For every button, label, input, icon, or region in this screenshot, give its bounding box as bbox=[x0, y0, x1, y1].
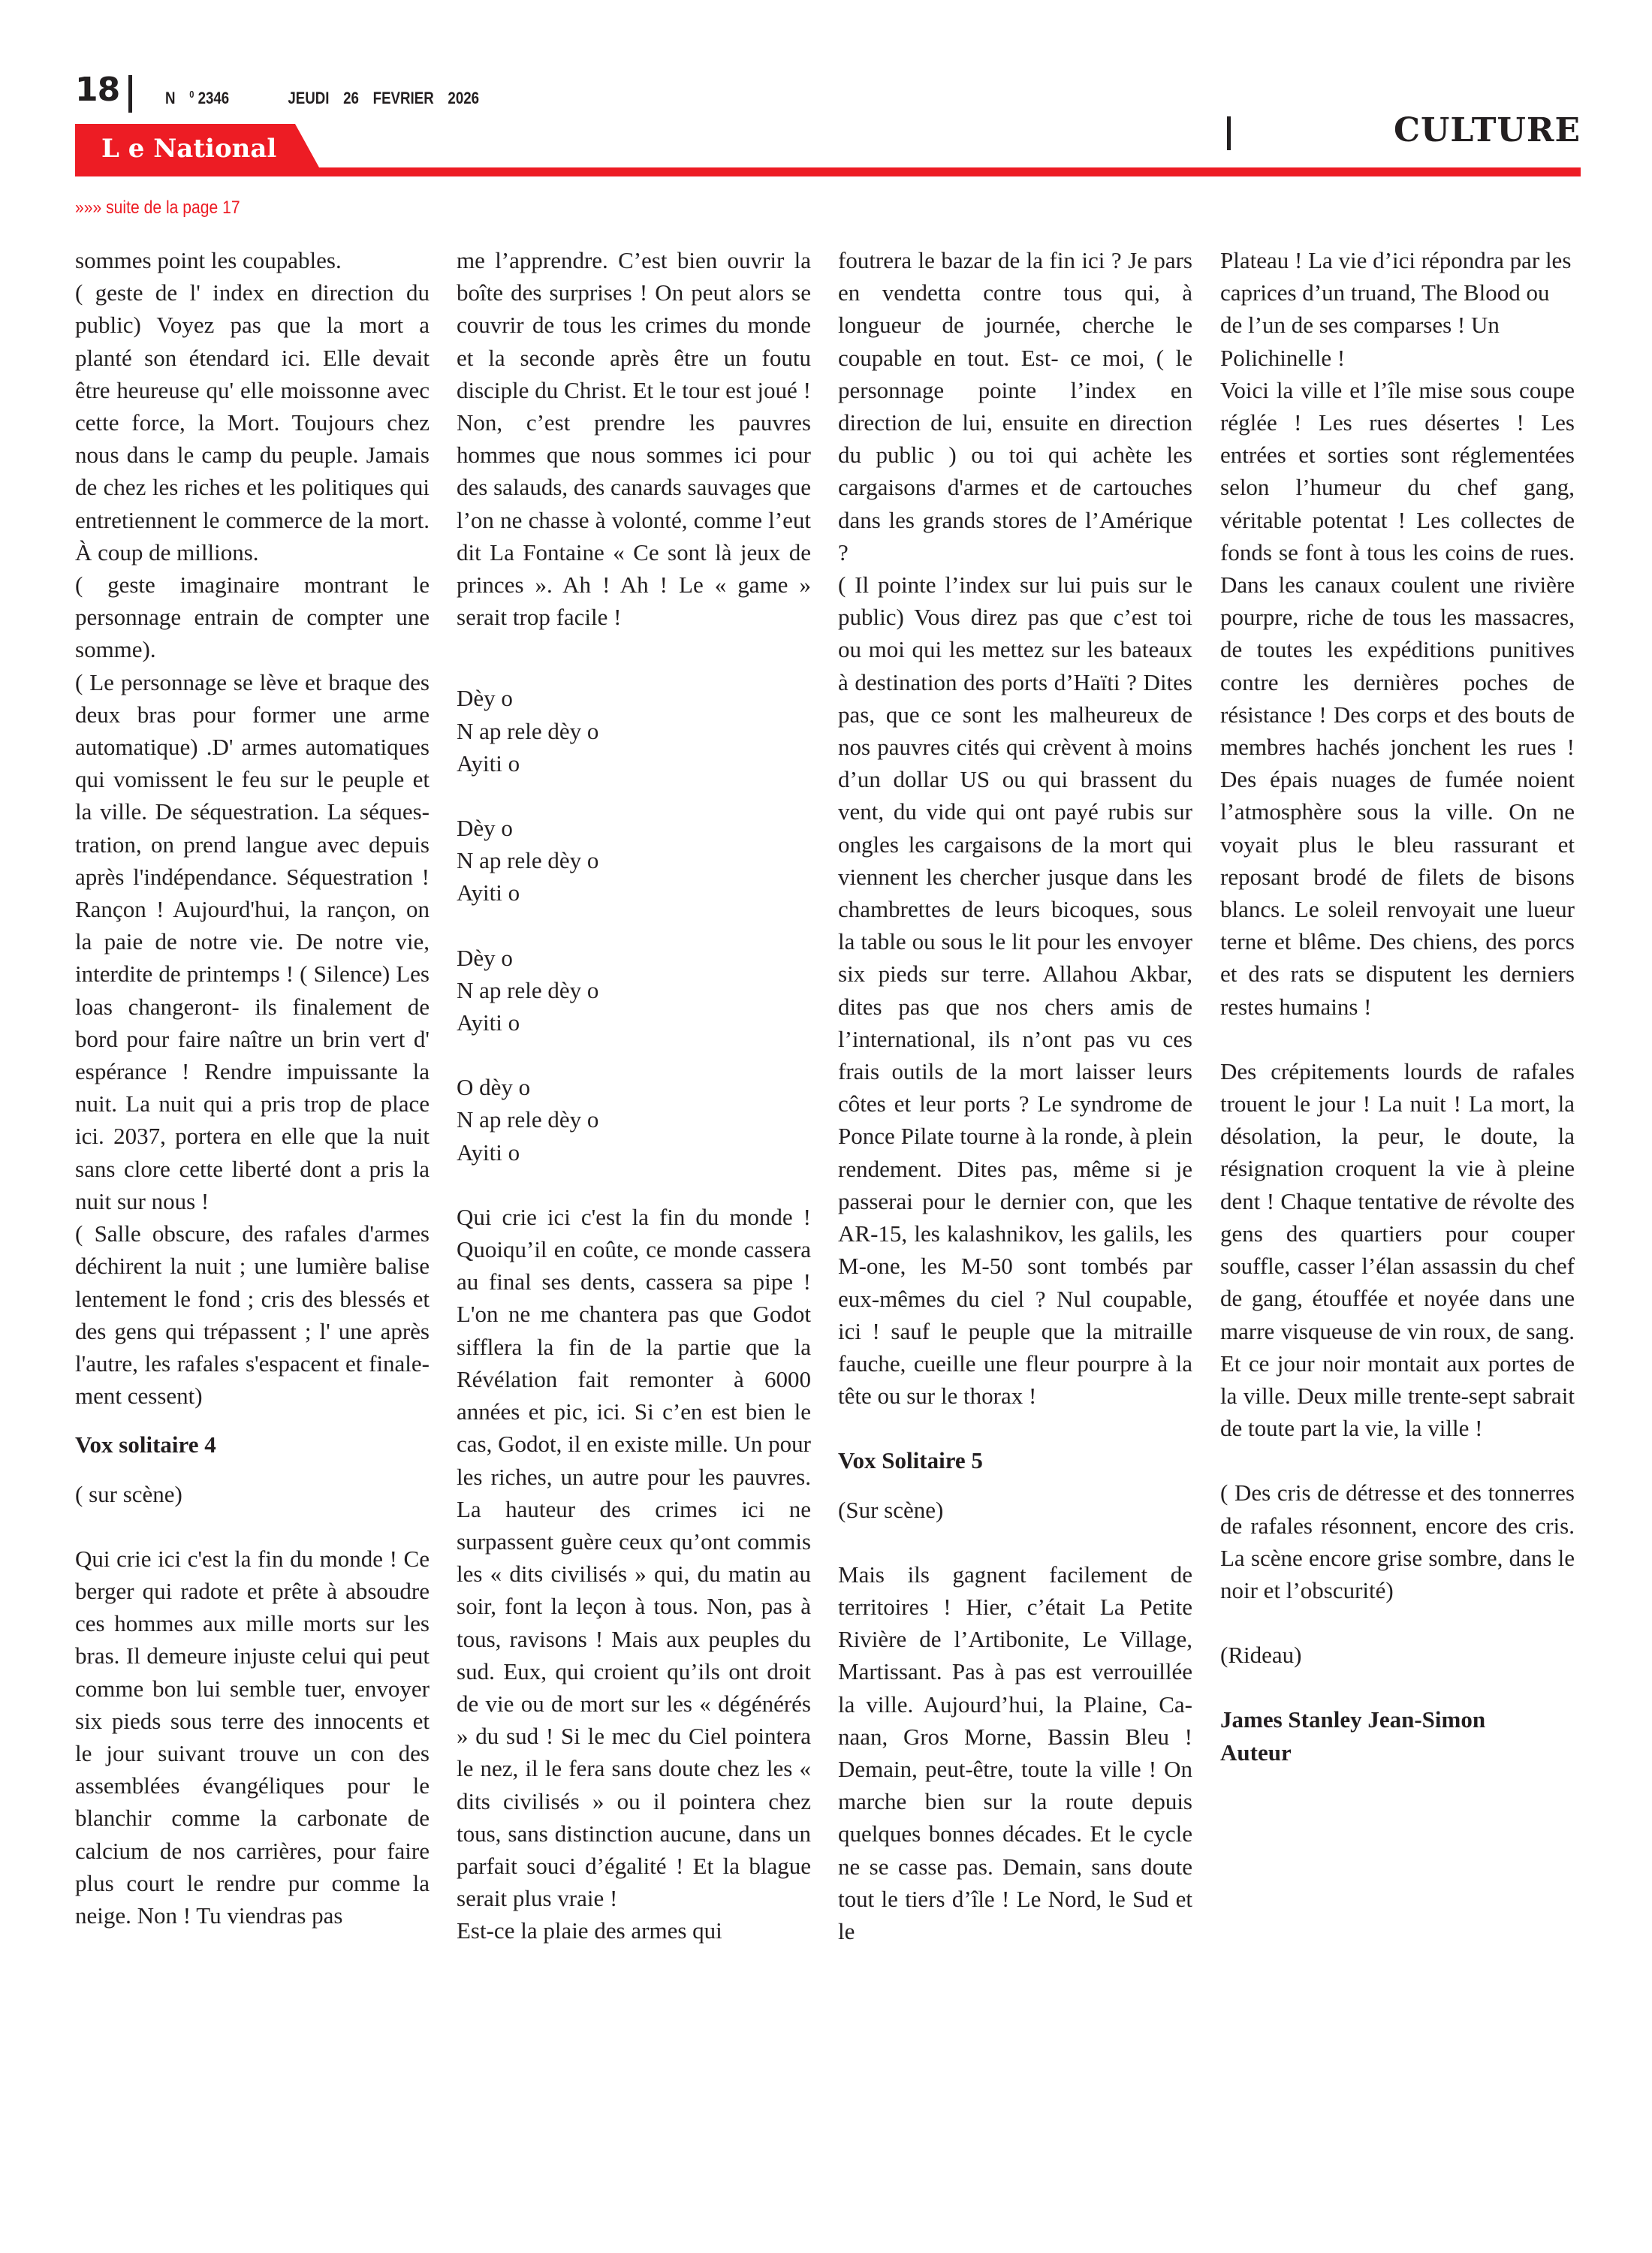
author-name: James Stanley Jean-Simon bbox=[1220, 1706, 1486, 1733]
issue-label: N bbox=[165, 89, 176, 107]
spacer bbox=[75, 1412, 430, 1428]
page-number: 18 bbox=[75, 71, 120, 109]
spacer bbox=[838, 1477, 1192, 1494]
verse-line: Ayiti o bbox=[457, 879, 520, 906]
verse-line: Dèy o bbox=[457, 815, 513, 842]
day: 26 bbox=[343, 89, 359, 107]
paragraph: Plateau ! La vie d’ici répondra par les caprices d’un truand, The Blood ou de l’un de ses comparses ! Un Polichinelle ! bbox=[1220, 247, 1572, 371]
paragraph: Qui crie ici c'est la fin du monde ! Ce berger qui radote et prête à absoudre ces hommes aux mille morts sur les bras. Il demeure injuste celui qui peut comme bon lui semble tuer, envoyer six pieds sous terre des innocents et le jour suivant trouve un con des assemblées évangéliques pour le blanchir comme la carbonate de calcium de nos carrières, pour faire plus court le rendre pur comme la neige. Non ! Tu viendras pas bbox=[75, 1545, 430, 1929]
month: FEVRIER bbox=[372, 89, 434, 107]
year: 2026 bbox=[448, 89, 480, 107]
paragraph: me l’apprendre. C’est bien ouvrir la boîte des surprises ! On peut alors se couvrir de tous les crimes du monde et la seconde après être un foutu disciple du Christ. Et le tour est joué ! Non, c’est prendre les pauvres hommes que nous sommes ici pour des salauds, des canards sauvages que l’on ne chasse à volonté, comme l’eut dit La Fontaine « Ce sont là jeux de princes ». Ah ! Ah ! Le « game » serait trop facile ! bbox=[457, 247, 811, 631]
song-verse bbox=[457, 682, 811, 780]
verse-line: N ap rele dèy o bbox=[457, 717, 599, 744]
spacer bbox=[1220, 1023, 1575, 1055]
song-verse bbox=[457, 942, 811, 1039]
song-verse bbox=[457, 812, 811, 909]
stage-direction: ( Salle obscure, des rafales d'armes déchirent la nuit ; une lumière balise lentement le fond ; cris des blessés et des gens qui trépassent ; l' une après l'autre, les rafales s'espacent et finalement cessent) bbox=[75, 1220, 430, 1410]
spacer bbox=[457, 1039, 811, 1071]
newspaper-logo: L e National bbox=[101, 134, 277, 164]
spacer bbox=[457, 909, 811, 942]
paragraph: Mais ils gagnent facilement de territoires ! Hier, c’était La Petite Rivière de l’Artibonite, Le Village, Martissant. Pas à pas est verrouillée la ville. Aujourd’hui, la Plaine, Canaan, Gros Morne, Bassin Bleu ! Demain, peut-être, toute la ville ! On marche bien sur la route depuis quelques bonnes décades. Et le cycle ne se casse pas. Demain, sans doute tout le tiers d’île ! Le Nord, le Sud et le bbox=[838, 1561, 1192, 1944]
continuation-link[interactable]: »»» suite de la page 17 bbox=[75, 198, 240, 218]
stage-direction: ( Des cris de détresse et des tonnerres de rafales résonnent, encore des cris. La scène encore grise sombre, dans le noir et l’obscurité) bbox=[1220, 1479, 1575, 1603]
verse-line: Ayiti o bbox=[457, 1139, 520, 1166]
article-column-2 bbox=[457, 244, 811, 1947]
stage-direction: (Sur scène) bbox=[838, 1496, 944, 1523]
stage-direction: ( sur scène) bbox=[75, 1480, 182, 1507]
author-role: Auteur bbox=[1220, 1739, 1292, 1766]
spacer bbox=[75, 1510, 430, 1543]
paragraph: ( Il pointe l’index sur lui puis sur le public) Vous direz pas que c’est toi ou moi qui les mettez sur les bateaux à destination des ports d’Haïti ? Dites pas, que ce sont les malheureux de nos pauvres cités qui crèvent à moins d’un dollar US ou qui brassent du vent, du vide qui ont payé rubis sur ongles les cargaisons de la mort qui viennent les chercher jusque dans les chambrettes de leurs bicoques, sous la table ou sous le lit pour les envoyer six pieds sur terre. Allahou Akbar, dites pas que nos chers amis de l’international, ils n’ont pas vu ces frais outils de la mort laisser leurs côtes et leur ports ? Le syndrome de Ponce Pilate tourne à la ronde, à plein rendement. Dites pas, même si je passerai pour le dernier con, que les AR-15, les kalashnikov, les galils, les M-one, les M-50 sont tombés par eux-mêmes du ciel ? Nul coupable, ici ! sauf le peuple que la mitraille fauche, cueille une fleur pourpre à la tête ou sur le thorax ! bbox=[838, 572, 1192, 1410]
issue-number bbox=[165, 89, 243, 107]
paragraph: Voici la ville et l’île mise sous coupe réglée ! Les rues désertes ! Les entrées et sorties sont réglementées selon l’humeur du chef gang, véritable potentat ! Les collectes de fonds se font à tous les coins de rues. Dans les canaux coulent une rivière pourpre, riche de tous les massacres, de toutes les expéditions punitives contre les dernières poches de résistance ! Des corps et des bouts de membres hachés jonchent les rues ! Des épais nuages de fumée noient l’atmosphère sous la ville. On ne voyait plus le bleu rassurant et reposant brodé de filets de bisons blancs. Le soleil renvoyait une lueur terne et blême. Des chiens, des porcs et des rats se disputent les derniers restes humains ! bbox=[1220, 376, 1575, 1020]
spacer bbox=[1220, 1444, 1575, 1476]
spacer bbox=[838, 1412, 1192, 1444]
page-number-divider bbox=[128, 75, 132, 113]
paragraph: Qui crie ici c'est la fin du monde ! Quoiqu’il en coûte, ce monde cassera au final ses dents, cassera sa pipe ! L'on ne me chantera pas que Godot sifflera la fin de la partie que la Révélation fait remonter à 6000 années et pic, ici. Si c’en est bien le cas, Godot, il en existe mille. Un pour les riches, un autre pour les pauvres. La hauteur des crimes ici ne surpassent guère ceux qu’ont commis les « dits civilisés » qui, du matin au soir, font la leçon à tous. Non, pas à tous, ravisons ! Mais aux peuples du sud. Eux, qui croient qu’ils ont droit de vie ou de mort sur les « dégénérés » du sud ! Si le mec du Ciel pointera le nez, il le fera sans doute chez les « dits civilisés » ou il pointera chez tous, sans distinction aucune, dans un parfait souci d’égalité ! Et la blague serait plus vraie ! bbox=[457, 1203, 811, 1912]
song-verse bbox=[457, 1071, 811, 1169]
spacer bbox=[1220, 1606, 1575, 1639]
spacer bbox=[457, 1169, 811, 1201]
verse-line: Ayiti o bbox=[457, 1009, 520, 1036]
verse-line: Ayiti o bbox=[457, 749, 520, 777]
section-title: CULTURE bbox=[1394, 111, 1581, 149]
verse-line: N ap rele dèy o bbox=[457, 847, 599, 874]
issue-number-value: 2346 bbox=[197, 89, 230, 107]
section-heading: Vox Solitaire 5 bbox=[838, 1447, 983, 1474]
weekday: JEUDI bbox=[288, 89, 330, 107]
verse-line: N ap rele dèy o bbox=[457, 976, 599, 1003]
stage-direction: ( geste imaginaire montrant le personnage entrain de compter une somme). bbox=[75, 572, 430, 663]
verse-line: N ap rele dèy o bbox=[457, 1106, 599, 1133]
verse-line: Dèy o bbox=[457, 944, 513, 971]
section-divider bbox=[1227, 116, 1231, 150]
issue-sup: 0 bbox=[189, 89, 194, 100]
article-column-1 bbox=[75, 244, 430, 1932]
article-column-3 bbox=[838, 244, 1192, 1947]
verse-line: O dèy o bbox=[457, 1074, 531, 1101]
paragraph: ( geste de l' index en direction du public) Voyez pas que la mort a planté son étendard ici. Elle devait être heureuse qu' elle moissonne avec cette force, la Mort. Toujours chez nous dans le camp du peuple. Jamais de chez les riches et les politiques qui entretiennent le commerce de la mort. À coup de millions. bbox=[75, 279, 430, 566]
paragraph: Des crépitements lourds de rafales trouent le jour ! La nuit ! La mort, la désolation, la peur, le doute, la résignation croquent la vie à pleine dent ! Chaque tentative de révolte des gens des quartiers pour couper souffle, casser l’élan assassin du chef de gang, étouffée et noyée dans une marre visqueuse de vin roux, de sang. Et ce jour noir montait aux portes de la ville. Deux mille trente-sept sabrait de toute part la vie, la ville ! bbox=[1220, 1057, 1575, 1442]
paragraph: Est-ce la plaie des armes qui bbox=[457, 1917, 722, 1944]
spacer bbox=[838, 1526, 1192, 1558]
stage-direction: ( Le personnage se lève et braque des deux bras pour former une arme automatique) .D' armes automatiques qui vomissent le feu sur le peuple et la ville. De séquestration. La séquestration, on prend langue avec depuis après l'indépendance. Séquestration ! Rançon ! Aujourd'hui, la rançon, on la paie de notre vie. De notre vie, interdite de printemps ! ( Silence) Les loas changeront- ils finalement de bord pour faire naître un brin vert d' espérance ! Rendre impuissante la nuit. La nuit qui a pris trop de place ici. 2037, portera en elle que la nuit sans clore cette liberté dont a pris la nuit sur nous ! bbox=[75, 668, 430, 1214]
article-column-4 bbox=[1220, 244, 1575, 1769]
spacer bbox=[1220, 1671, 1575, 1703]
red-banner-shape bbox=[75, 124, 1581, 176]
spacer bbox=[457, 633, 811, 682]
spacer bbox=[457, 780, 811, 812]
spacer bbox=[75, 1461, 430, 1478]
verse-line: Dèy o bbox=[457, 685, 513, 712]
paragraph: foutrera le bazar de la fin ici ? Je pars en vendetta contre tous qui, à longueur de journée, cherche le coupable en tout. Est- ce moi, ( le personnage pointe l’index en direction de lui, ensuite en direction du public ) ou toi qui achète les cargaisons d'armes et de cartouches dans les grands stores de l’Amérique ? bbox=[838, 247, 1192, 566]
stage-direction: (Rideau) bbox=[1220, 1642, 1302, 1669]
issue-dateline bbox=[165, 85, 493, 108]
section-heading: Vox solitaire 4 bbox=[75, 1431, 216, 1458]
masthead-banner bbox=[75, 124, 1581, 176]
paragraph: sommes point les coupables. bbox=[75, 247, 342, 273]
